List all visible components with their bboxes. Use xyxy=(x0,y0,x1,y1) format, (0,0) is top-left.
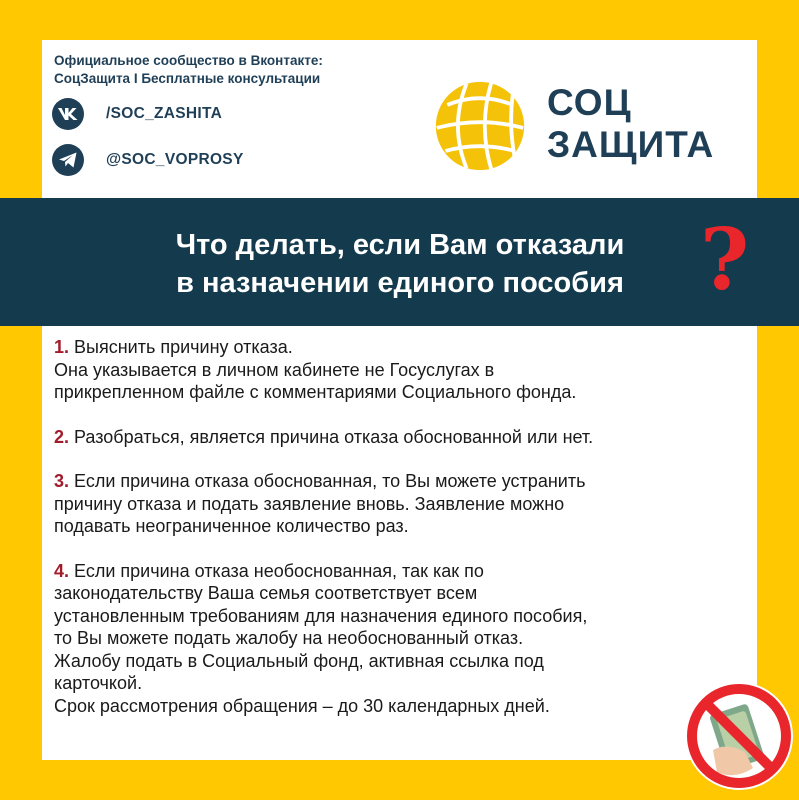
community-line-2: СоцЗащита I Бесплатные консультации xyxy=(54,71,321,86)
globe-logo-icon xyxy=(432,78,528,174)
brand-name xyxy=(547,82,714,166)
step-text: прикрепленном файле с комментариями Социального фонда. xyxy=(54,382,577,402)
step-text: подавать неограниченное количество раз. xyxy=(54,516,409,536)
step-text: Если причина отказа обоснованная, то Вы можете устранить xyxy=(69,471,586,491)
page-title xyxy=(90,226,710,302)
brand-line-2: ЗАЩИТА xyxy=(547,124,715,165)
vk-link[interactable] xyxy=(52,98,222,130)
step-text: то Вы можете подать жалобу на необоснованный отказ. xyxy=(54,628,524,648)
step-4 xyxy=(54,560,754,718)
step-1 xyxy=(54,336,754,404)
step-number: 2. xyxy=(54,426,70,447)
step-text: законодательству Ваша семья соответствует всем xyxy=(54,583,478,603)
step-text: Срок рассмотрения обращения – до 30 календарных дней. xyxy=(54,695,550,716)
question-mark-icon: ? xyxy=(700,210,750,309)
vk-handle: /SOC_ZASHITA xyxy=(106,105,223,122)
community-info xyxy=(54,52,414,88)
header-card xyxy=(42,40,757,200)
step-3 xyxy=(54,470,754,538)
community-line-1: Официальное сообщество в Вконтакте: xyxy=(54,53,323,68)
step-number: 3. xyxy=(54,471,70,491)
title-line-2: в назначении единого пособия xyxy=(176,267,624,299)
step-text: причину отказа и подать заявление вновь. Заявление можно xyxy=(54,493,565,514)
steps-list xyxy=(54,336,754,739)
step-text: установленным требованиям для назначения единого пособия, xyxy=(54,605,588,626)
step-number: 4. xyxy=(54,560,70,581)
step-text: Она указывается в личном кабинете не Госуслугах в xyxy=(54,359,495,380)
step-text: Жалобу подать в Социальный фонд, активная ссылка под xyxy=(54,650,544,671)
no-money-icon xyxy=(683,680,795,792)
step-number: 1. xyxy=(54,337,70,357)
content-card xyxy=(42,326,757,760)
vk-icon xyxy=(52,98,84,130)
brand-line-1: СОЦ xyxy=(547,82,632,123)
telegram-link[interactable] xyxy=(52,144,244,176)
title-line-1: Что делать, если Вам отказали xyxy=(175,229,625,261)
step-text: Разобраться, является причина отказа обоснованной или нет. xyxy=(69,426,594,447)
telegram-handle: @SOC_VOPROSY xyxy=(106,151,244,168)
title-banner xyxy=(0,198,799,326)
step-text: Если причина отказа необоснованная, так как по xyxy=(69,560,484,581)
step-2 xyxy=(54,426,754,449)
step-text: Выяснить причину отказа. xyxy=(69,337,293,357)
telegram-icon xyxy=(52,144,84,176)
step-text: карточкой. xyxy=(54,673,143,693)
